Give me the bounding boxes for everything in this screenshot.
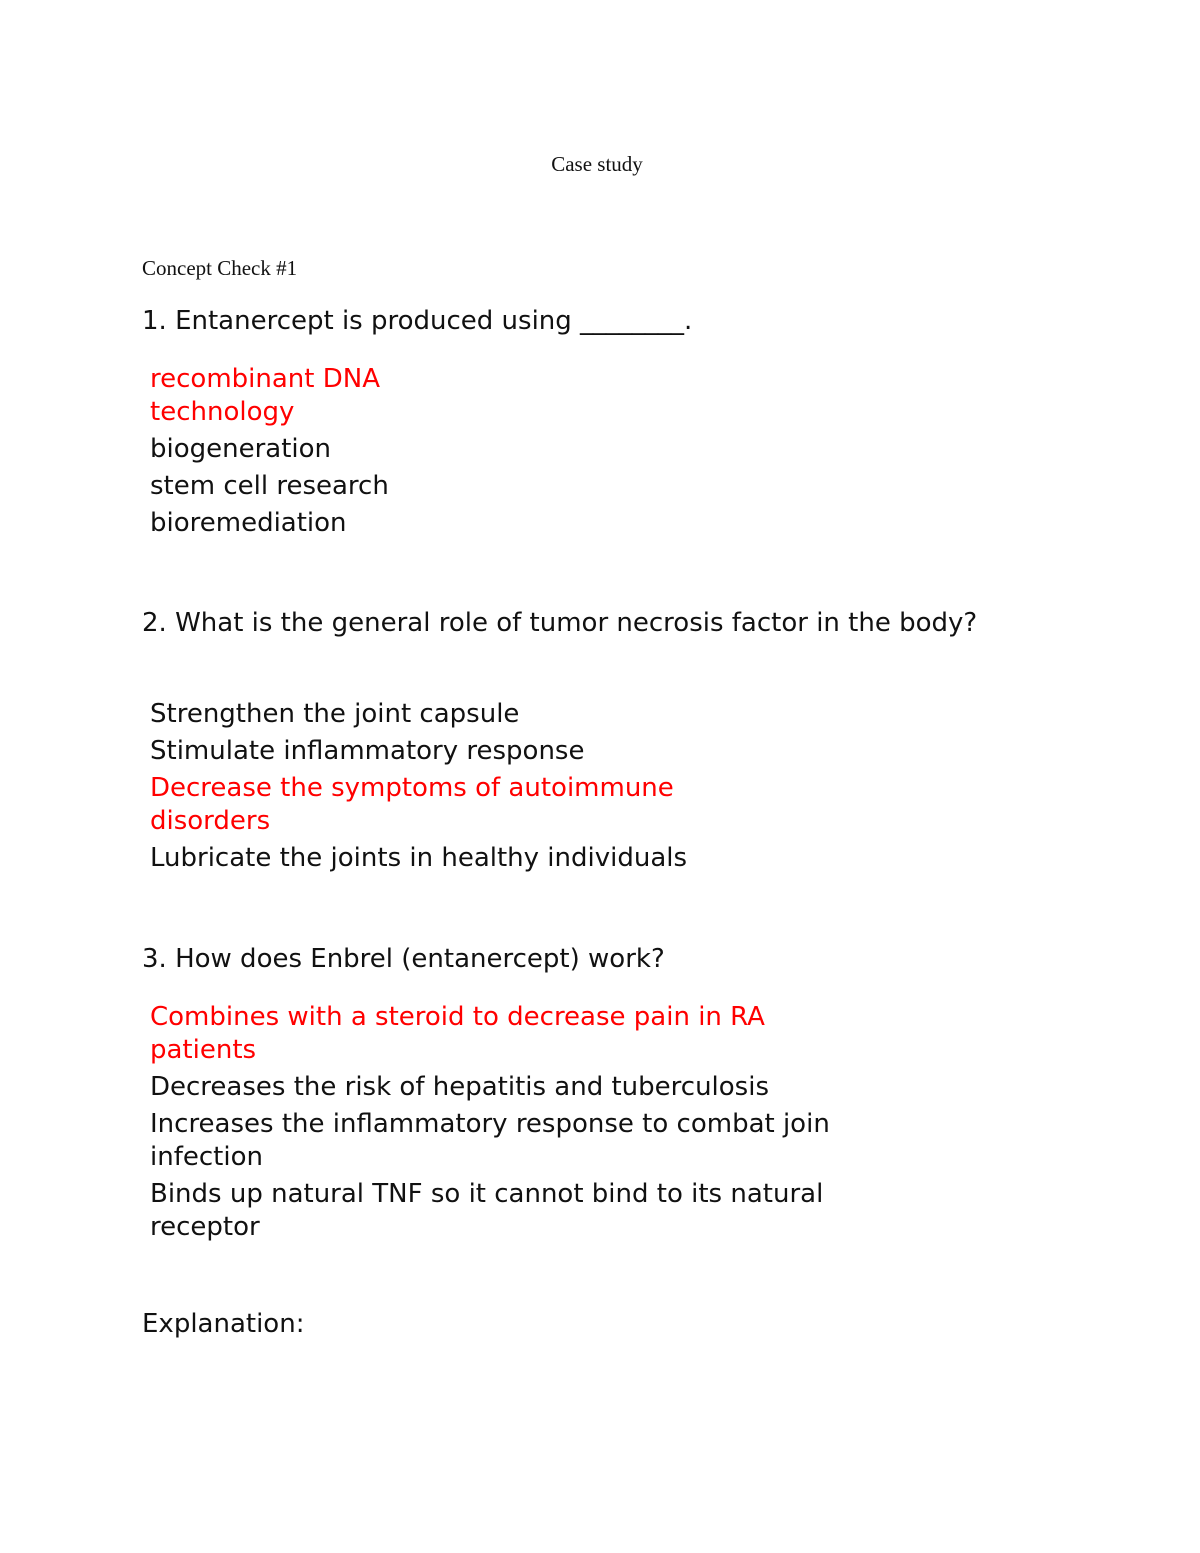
option[interactable]: recombinant DNA technology <box>150 364 380 427</box>
question-2-options <box>150 698 950 879</box>
concept-check-heading: Concept Check #1 <box>142 256 298 280</box>
question-3-options <box>150 1001 950 1248</box>
option[interactable]: stem cell research <box>150 471 389 501</box>
option[interactable]: biogeneration <box>150 434 332 464</box>
option[interactable]: Lubricate the joints in healthy individuals <box>150 843 688 873</box>
question-1-options <box>150 363 950 544</box>
option[interactable]: bioremediation <box>150 508 347 538</box>
option[interactable]: Stimulate inflammatory response <box>150 736 585 766</box>
option[interactable]: Decreases the risk of hepatitis and tuberculosis <box>150 1072 769 1102</box>
question-1: 1. Entanercept is produced using ________. <box>142 306 693 336</box>
option[interactable]: Decrease the symptoms of autoimmune disorders <box>150 773 674 836</box>
option[interactable]: Combines with a steroid to decrease pain in RA patients <box>150 1002 765 1065</box>
option[interactable]: Binds up natural TNF so it cannot bind to its natural receptor <box>150 1179 824 1242</box>
explanation-label: Explanation: <box>142 1309 305 1339</box>
option[interactable]: Strengthen the joint capsule <box>150 699 520 729</box>
document-title: Case study <box>551 152 643 176</box>
question-2: 2. What is the general role of tumor necrosis factor in the body? <box>142 608 978 638</box>
option[interactable]: Increases the inflammatory response to combat join infection <box>150 1109 830 1172</box>
question-3: 3. How does Enbrel (entanercept) work? <box>142 944 665 974</box>
